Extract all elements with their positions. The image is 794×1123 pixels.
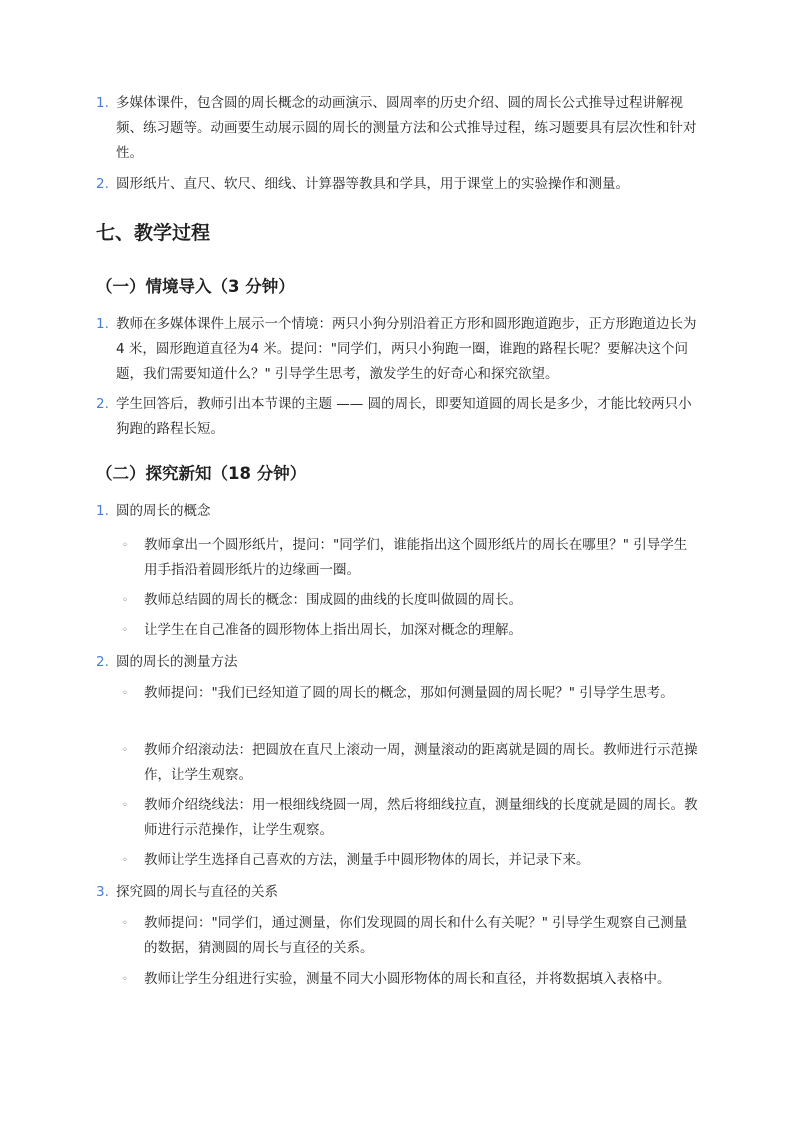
bullet-icon: ◦	[122, 625, 128, 636]
list-number: 1.	[96, 316, 109, 332]
bullet-icon: ◦	[122, 974, 128, 985]
subsection-heading-explore: （二）探究新知（18 分钟）	[96, 464, 307, 483]
list-number: 3.	[96, 884, 109, 900]
explore-group-1-item-2	[122, 588, 700, 613]
section-heading-teaching-process: 七、教学过程	[96, 222, 211, 244]
materials-item-2	[96, 172, 700, 197]
explore-group-2-item-1	[122, 681, 700, 706]
bullet-icon: ◦	[122, 688, 128, 699]
bullet-icon: ◦	[122, 918, 128, 929]
list-text: 圆的周长的概念	[116, 503, 211, 519]
sub-item-text: 教师总结圆的周长的概念：围成圆的曲线的长度叫做圆的周长。	[144, 592, 522, 608]
explore-group-1-title	[96, 499, 700, 524]
list-number: 2.	[96, 396, 109, 412]
sub-item-text: 教师提问："我们已经知道了圆的周长的概念，那如何测量圆的周长呢？" 引导学生思考。	[144, 685, 674, 701]
intro-item-1	[96, 312, 700, 387]
sub-item-text: 教师提问："同学们，通过测量，你们发现圆的周长和什么有关呢？" 引导学生观察自己测量的数据，猜测圆的周长与直径的关系。	[144, 915, 688, 956]
list-number: 1.	[96, 95, 109, 111]
explore-group-2-item-3	[122, 793, 700, 843]
list-text: 圆形纸片、直尺、软尺、细线、计算器等教具和学具，用于课堂上的实验操作和测量。	[116, 176, 629, 192]
bullet-icon: ◦	[122, 800, 128, 811]
bullet-icon: ◦	[122, 540, 128, 551]
explore-group-2-item-4	[122, 848, 700, 873]
explore-group-1-item-1	[122, 533, 700, 583]
bullet-icon: ◦	[122, 745, 128, 756]
sub-item-text: 教师让学生分组进行实验，测量不同大小圆形物体的周长和直径，并将数据填入表格中。	[144, 971, 671, 987]
bullet-icon: ◦	[122, 855, 128, 866]
bullet-icon: ◦	[122, 595, 128, 606]
list-text: 圆的周长的测量方法	[116, 654, 238, 670]
sub-item-text: 教师拿出一个圆形纸片，提问："同学们，谁能指出这个圆形纸片的周长在哪里？" 引导学生用手指沿着圆形纸片的边缘画一圈。	[144, 537, 688, 578]
subsection-heading-intro: （一）情境导入（3 分钟）	[96, 277, 295, 296]
sub-item-text: 教师让学生选择自己喜欢的方法，测量手中圆形物体的周长，并记录下来。	[144, 852, 590, 868]
list-number: 2.	[96, 654, 109, 670]
materials-item-1	[96, 91, 700, 166]
list-number: 2.	[96, 176, 109, 192]
list-number: 1.	[96, 503, 109, 519]
explore-group-3-title	[96, 880, 700, 905]
explore-group-1-item-3	[122, 618, 700, 643]
list-text: 探究圆的周长与直径的关系	[116, 884, 278, 900]
list-text: 教师在多媒体课件上展示一个情境：两只小狗分别沿着正方形和圆形跑道跑步，正方形跑道边长为 4 米，圆形跑道直径为4 米。提问："同学们，两只小狗跑一圈，谁跑的路程长呢？要解决这个问题，我们需要知道什么？" 引导学生思考，激发学生的好奇心和探究欲望。	[116, 316, 697, 382]
sub-item-text: 教师介绍绕线法：用一根细线绕圆一周，然后将细线拉直，测量细线的长度就是圆的周长。教师进行示范操作，让学生观察。	[144, 797, 698, 838]
sub-item-text: 教师介绍滚动法：把圆放在直尺上滚动一周，测量滚动的距离就是圆的周长。教师进行示范操作，让学生观察。	[144, 742, 698, 783]
explore-group-3-item-1	[122, 911, 700, 961]
intro-item-2	[96, 392, 700, 442]
list-text: 多媒体课件，包含圆的周长概念的动画演示、圆周率的历史介绍、圆的周长公式推导过程讲解视频、练习题等。动画要生动展示圆的周长的测量方法和公式推导过程，练习题要具有层次性和针对性。	[116, 95, 697, 161]
explore-group-3-item-2	[122, 967, 700, 992]
explore-group-2-title	[96, 650, 700, 675]
sub-item-text: 让学生在自己准备的圆形物体上指出周长，加深对概念的理解。	[144, 622, 522, 638]
explore-group-2-item-2	[122, 738, 700, 788]
list-text: 学生回答后，教师引出本节课的主题 —— 圆的周长，即要知道圆的周长是多少，才能比较两只小狗跑的路程长短。	[116, 396, 692, 437]
